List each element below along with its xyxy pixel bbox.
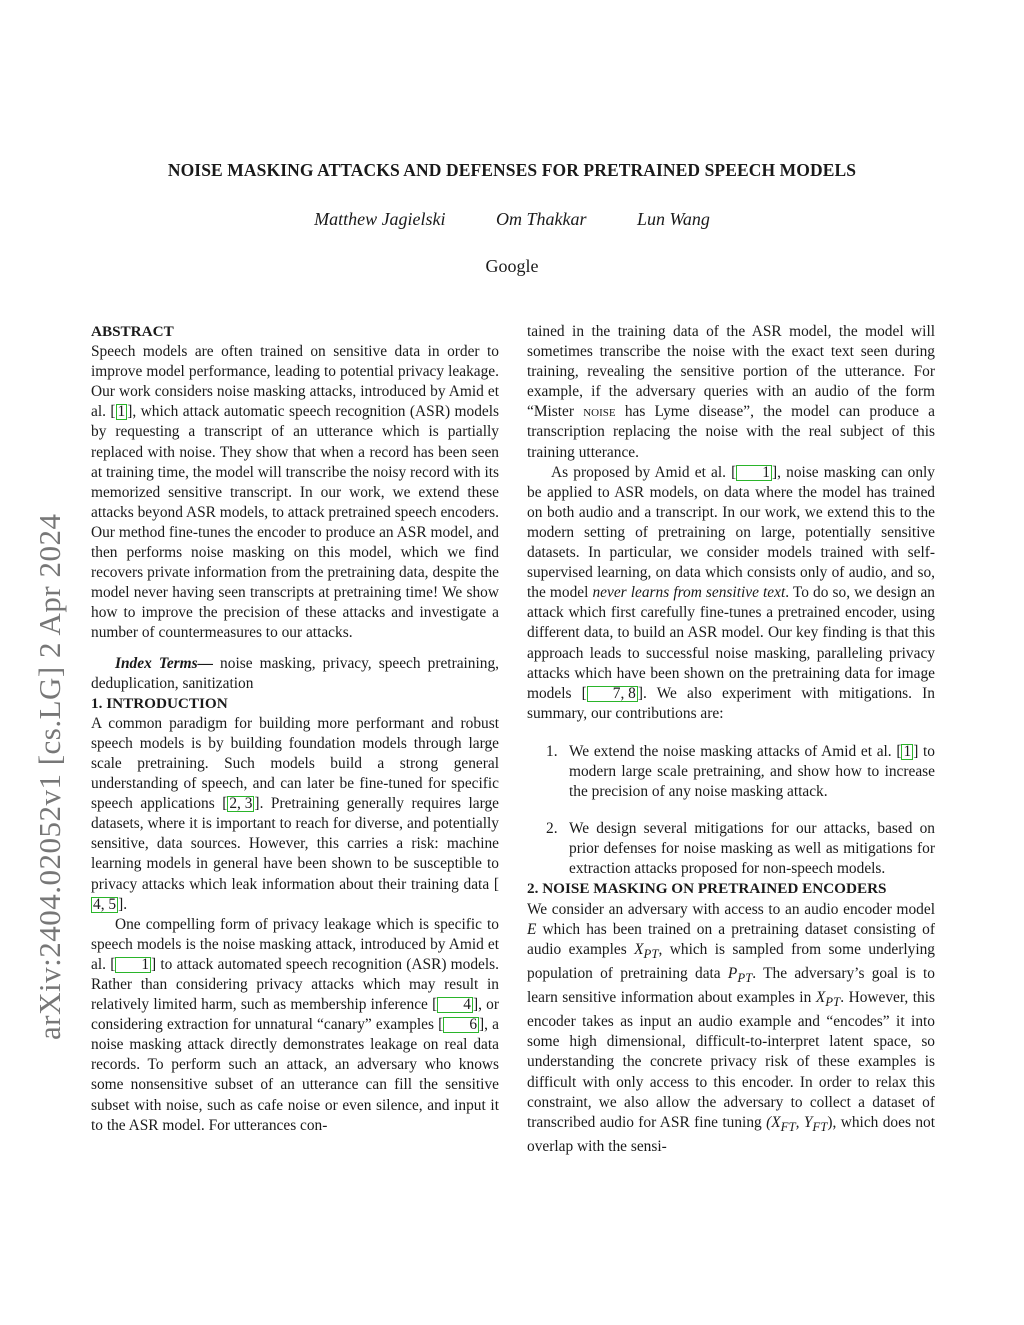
author-name: Om Thakkar	[496, 209, 587, 229]
list-item: 1. We extend the noise masking attacks of Amid et al. [ 1 ] to modern large scale pretraining, and show how to increase the precision of any noise masking attack.	[546, 742, 935, 801]
section-heading-noise-masking: 2. NOISE MASKING ON PRETRAINED ENCODERS	[527, 880, 887, 898]
paper-title: NOISE MASKING ATTACKS AND DEFENSES FOR PRETRAINED SPEECH MODELS	[167, 160, 857, 180]
contributions-list	[527, 742, 935, 880]
citation-link[interactable]: 1	[117, 403, 126, 421]
intro-paragraph: One compelling form of privacy leakage which is specific to speech models is the noise masking attack, introduced by Amid et al. [ 1 ] to attack automated speech recognition (ASR) models. Rather than considering privacy attacks which may result in relatively limited harm, such as membership inference [ 4 ], or considering extraction for unnatural “canary” examples [ 6 ], a noise masking attack directly demonstrates leakage on real data records. To perform such an attack, an adversary who knows some nonsensitive subset of an utterance can fill the sensitive subset with noise, such as cafe noise or even silence, and input it to the ASR model. For utterances con-	[91, 915, 499, 1134]
author-name: Lun Wang	[637, 209, 710, 229]
intro-paragraph: A common paradigm for building more performant and robust speech models is by building foundation models through large scale pretraining. Such models build a strong general understanding of speech, and can later be fine-tuned for specific speech applications [ 2, 3 ]. Pretraining generally requires large datasets, where it is important to reach for diverse, and potentially sensitive, data sources. However, this carries a risk: machine learning models in general have been shown to be susceptible to privacy attacks which leak information about their training data [4, 5 ].	[91, 714, 499, 913]
affiliation: Google	[485, 256, 539, 276]
author-list	[0, 209, 1024, 230]
arxiv-stamp: arXiv:2404.02052v1 [cs.LG] 2 Apr 2024	[32, 513, 67, 1040]
citation-link[interactable]: 4	[437, 997, 473, 1013]
citation-link[interactable]: 2, 3	[229, 795, 253, 813]
citation-link[interactable]: 1	[903, 742, 912, 760]
section-paragraph: We consider an adversary with access to an audio encoder model E which has been trained on a pretraining dataset consisting of audio examples $X_{PT}$, which is sampled from some underlying population of pretraining data $P_{PT}$. The adversary’s goal is to learn sensitive information about examples in $X_{PT}$. However, this encoder takes as input an audio example and “encodes” it into some high dimensional, difficult-to-interpret latent space, so understanding the concrete privacy risk of these examples is difficult with only access to this encoder. In order to relax this constraint, we also allow the adversary to collect a dataset of transcribed audio for ASR fine tuning ($X_{FT}$, $Y_{FT}$), which does not overlap with the sensi-	[527, 900, 936, 1155]
abstract-body: Speech models are often trained on sensitive data in order to improve model performance, leading to potential privacy leakage. Our work considers noise masking attacks, introduced by Amid et al. [ 1 ], which attack automatic speech recognition (ASR) models by requesting a transcript of an utterance which is partially replaced with noise. They show that when a record has been seen at training time, the model will transcribe the noisy record with its memorized sensitive transcript. In our work, we extend these attacks beyond ASR models, to attack pretrained speech encoders. Our method fine-tunes the encoder to produce an ASR model, and then performs noise masking on this model, which we find recovers private information from the pretraining data, despite the model never having seen transcripts at pretraining time! We show how to improve the precision of these attacks and investigate a number of countermeasures to our attacks.	[91, 343, 499, 642]
intro-paragraph: As proposed by Amid et al. [ 1 ], noise masking can only be applied to ASR models, on data where the model has trained on both audio and a transcript. In our work, we extend this to the modern setting of pretraining on large, potentially sensitive datasets. In particular, we consider models trained with self-supervised learning, on data which consists only of audio, and so, the model never learns from sensitive text. To do so, we design an attack which first carefully fine-tunes a pretrained encoder, using different data, to build an ASR model. Our key finding is that this approach leads to successful noise masking, paralleling privacy attacks which have been shown on the pretraining data for image models [ 7, 8 ]. We also experiment with mitigations. In summary, our contributions are:	[527, 463, 935, 722]
index-terms: Index Terms— noise masking, privacy, speech pretraining, deduplication, sanitization	[91, 654, 500, 692]
citation-link[interactable]: 7, 8	[587, 686, 638, 702]
citation-link[interactable]: 6	[443, 1017, 479, 1033]
abstract-heading: ABSTRACT	[91, 323, 174, 340]
left-column	[91, 322, 499, 1136]
intro-paragraph: tained in the training data of the ASR model, the model will sometimes transcribe the noise with the exact text seen during training, revealing the sensitive portion of the utterance. For example, if the adversary queries with an audio of the form “Mister noise has Lyme disease”, the model can produce a transcription replacing the noise with the real subject of this training utterance.	[527, 323, 935, 461]
list-item: 2. We design several mitigations for our attacks, based on prior defenses for noise masking as well as mitigations for extraction attacks proposed for non-speech models.	[546, 820, 935, 878]
citation-link[interactable]: 1	[115, 957, 151, 973]
citation-link[interactable]: 4, 5	[93, 895, 117, 913]
citation-link[interactable]: 1	[736, 465, 772, 481]
author-name: Matthew Jagielski	[314, 209, 446, 229]
right-column	[527, 322, 935, 1157]
section-heading-introduction: 1. INTRODUCTION	[91, 694, 228, 712]
